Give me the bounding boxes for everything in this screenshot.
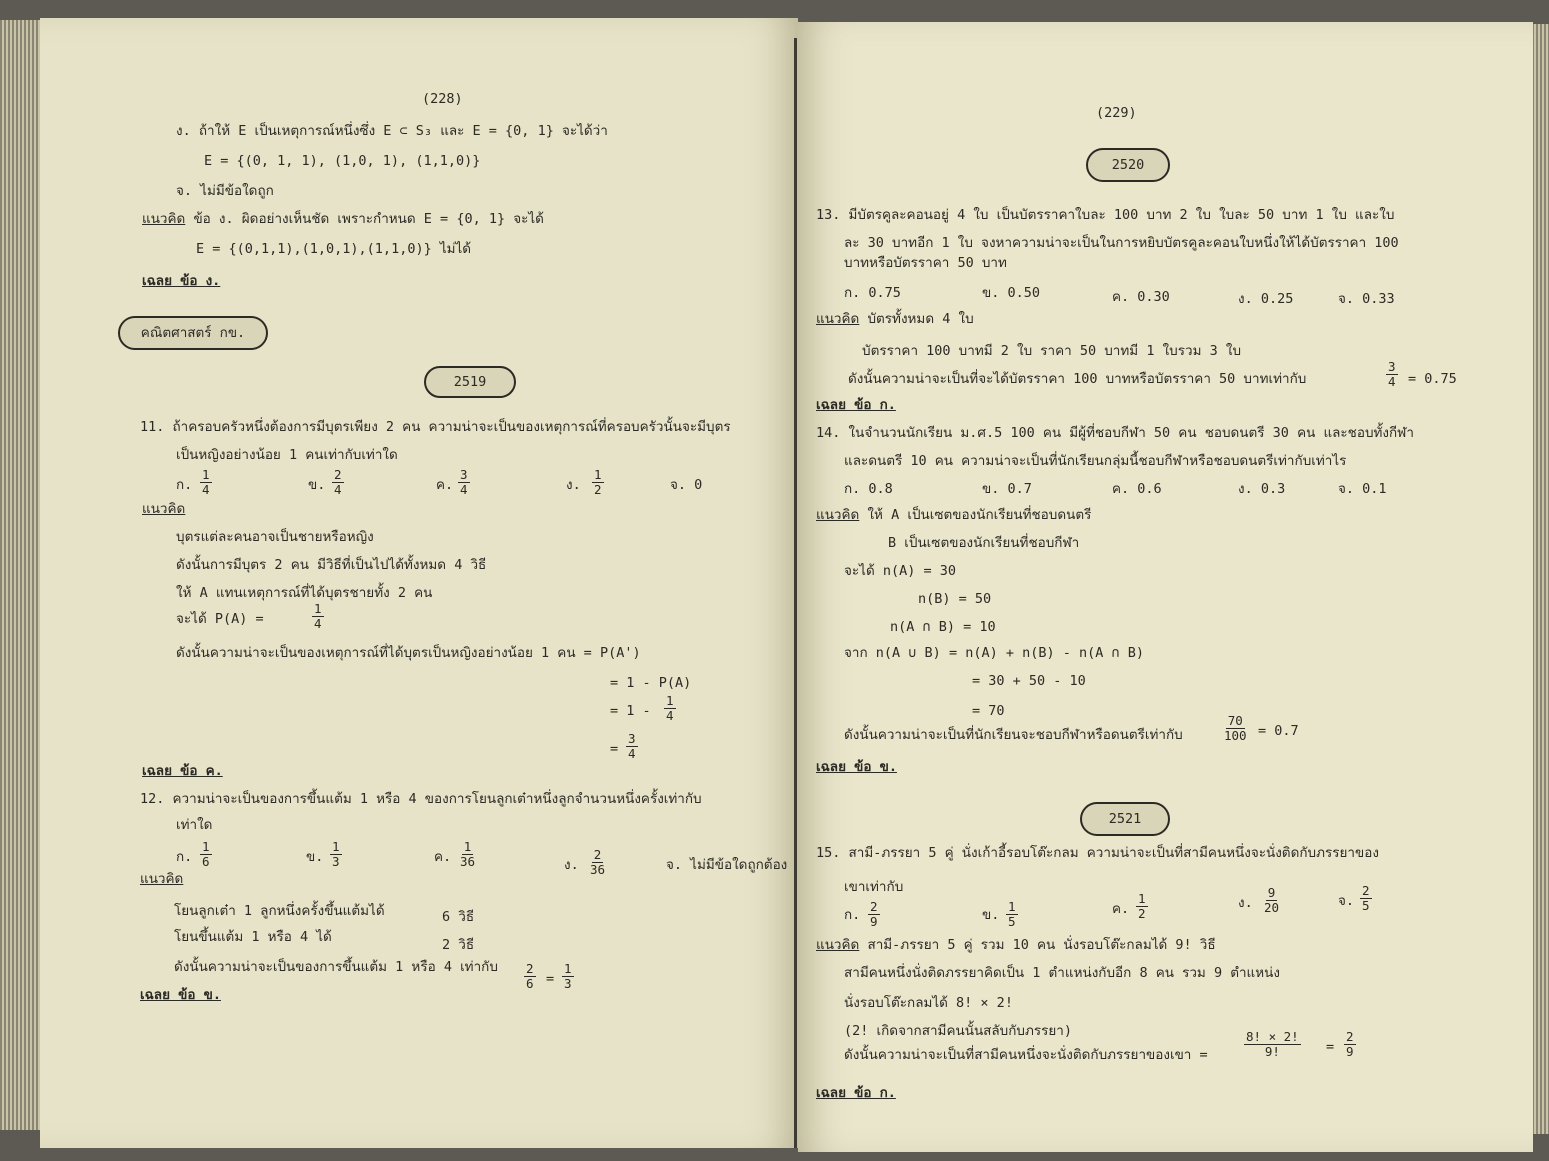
fraction [1360,884,1372,913]
solution-line: ดังนั้นความน่าจะเป็นของการขึ้นแต้ม 1 หรือ 4 เท่ากับ [174,959,498,975]
equals-sign: = [546,971,555,987]
answer-line: เฉลย ข้อ ข. [816,759,897,775]
option-label: ก. [176,477,193,493]
question-line: เขาเท่ากับ [844,879,904,895]
answer-line: เฉลย ข้อ ข. [140,987,221,1003]
text-line: จ. ไม่มีข้อใดถูก [176,183,274,199]
page-number: (228) [422,91,463,107]
denominator: 3 [564,976,572,991]
text-span: ข้อ ง. ผิดอย่างเห็นชัด เพราะกำหนด E = {0, 1} จะได้ [193,211,544,227]
question-line: เป็นหญิงอย่างน้อย 1 คนเท่ากับเท่าใด [176,447,398,463]
denominator: 4 [314,616,322,631]
page-edges-left [0,20,42,1130]
fraction [458,840,477,869]
fraction [1136,892,1148,921]
fraction [458,468,470,497]
option-label: ค. [436,477,454,493]
fraction [1222,714,1249,743]
denominator: 100 [1224,728,1247,743]
denominator: 5 [1362,898,1370,913]
solution-line: จะได้ P(A) = [176,611,264,627]
numerator: 1 [202,839,210,854]
numerator: 2 [870,899,878,914]
solution-line: n(A ∩ B) = 10 [890,619,996,635]
fraction [332,468,344,497]
solution-line: = 30 + 50 - 10 [972,673,1086,689]
option-label: ข. [982,907,1000,923]
text-line: ง. ถ้าให้ E เป็นเหตุการณ์หนึ่งซึ่ง E ⊂ S₃ และ E = {0, 1} จะได้ว่า [176,123,608,139]
fraction [200,468,212,497]
solution-label: แนวคิด [816,507,860,523]
denominator: 3 [332,854,340,869]
question-line: บาทหรือบัตรราคา 50 บาท [844,255,1007,271]
text-span: บัตรทั้งหมด 4 ใบ [867,311,974,327]
solution-line: ดังนั้นการมีบุตร 2 คน มีวิธีที่เป็นไปได้ทั้งหมด 4 วิธี [176,557,487,573]
option-label: จ. ไม่มีข้อใดถูกต้อง [666,857,788,873]
solution-line [816,936,1216,954]
solution-line: บัตรราคา 100 บาทมี 2 ใบ ราคา 50 บาทมี 1 ใบรวม 3 ใบ [862,343,1242,359]
answer-line: เฉลย ข้อ ก. [816,1085,896,1101]
option: ข. 0.7 [982,481,1032,497]
fraction [1262,886,1281,915]
numerator: 1 [1008,899,1016,914]
solution-line: โยนขึ้นแต้ม 1 หรือ 4 ได้ [174,929,332,945]
numerator: 1 [594,467,602,482]
question-line: และดนตรี 10 คน ความน่าจะเป็นที่นักเรียนกลุ่มนี้ชอบกีฬาหรือชอบดนตรีเท่ากับเท่าไร [844,453,1347,469]
question-line: 11. ถ้าครอบครัวหนึ่งต้องการมีบุตรเพียง 2 คน ความน่าจะเป็นของเหตุการณ์ที่ครอบครัวนั้นจะมีบุตร [140,419,731,435]
denominator: 9 [870,914,878,929]
question-line: 12. ความน่าจะเป็นของการขึ้นแต้ม 1 หรือ 4 ของการโยนลูกเต๋าหนึ่งลูกจำนวนหนึ่งครั้งเท่ากับ [140,791,702,807]
option: ง. 0.25 [1238,291,1294,307]
fraction [200,840,212,869]
fraction [524,962,536,991]
solution-line: บุตรแต่ละคนอาจเป็นชายหรือหญิง [176,529,374,545]
solution-line: = 1 - P(A) [610,675,692,691]
section-badge: คณิตศาสตร์ กข. [118,316,268,350]
option-label: ข. [306,849,324,865]
solution-line: โยนลูกเต๋า 1 ลูกหนึ่งครั้งขึ้นแต้มได้ [174,903,385,919]
solution-label: แนวคิด [816,937,860,953]
numerator: 2 [1346,1029,1354,1044]
numerator: 1 [463,839,472,854]
page-number: (229) [1096,105,1137,121]
option: ก. 0.75 [844,285,901,301]
fraction [868,900,880,929]
question-line: ละ 30 บาทอีก 1 ใบ จงหาความน่าจะเป็นในการหยิบบัตรคูละคอนใบหนึ่งให้ได้บัตรราคา 100 [844,235,1399,251]
numerator: 3 [460,467,468,482]
fraction [626,732,638,761]
denominator: 9! [1264,1044,1280,1059]
fraction [1344,1030,1356,1059]
solution-line [816,310,974,328]
numerator: 3 [1388,359,1396,374]
solution-line: สามีคนหนึ่งนั่งติดภรรยาคิดเป็น 1 ตำแหน่งกับอีก 8 คน รวม 9 ตำแหน่ง [844,965,1280,981]
solution-line: 2 วิธี [442,937,475,953]
denominator: 2 [1138,906,1146,921]
denominator: 36 [460,854,476,869]
numerator: 70 [1227,713,1243,728]
option-label: จ. [1338,893,1355,909]
option-label: จ. 0 [670,477,703,493]
solution-line: ดังนั้นความน่าจะเป็นที่จะได้บัตรราคา 100 บาทหรือบัตรราคา 50 บาทเท่ากับ [848,371,1307,387]
solution-label: แนวคิด [140,871,184,887]
solution-line: ให้ A แทนเหตุการณ์ที่ได้บุตรชายทั้ง 2 คน [176,585,433,601]
left-page [40,18,798,1148]
fraction [588,848,607,877]
solution-line: ดังนั้นความน่าจะเป็นที่สามีคนหนึ่งจะนั่งติดกับภรรยาของเขา = [844,1047,1208,1063]
denominator: 4 [202,482,210,497]
text-span: ให้ A เป็นเซตของนักเรียนที่ชอบดนตรี [867,507,1092,523]
fraction [312,602,324,631]
solution-label: แนวคิด [142,501,186,517]
fraction [562,962,574,991]
solution-line: จะได้ n(A) = 30 [844,563,956,579]
option-label: ค. [434,849,452,865]
fraction [1386,360,1398,389]
denominator: 5 [1008,914,1016,929]
fraction [330,840,342,869]
option: จ. 0.1 [1338,481,1387,497]
text-line: E = {(0, 1, 1), (1,0, 1), (1,1,0)} [204,153,481,169]
fraction [1006,900,1018,929]
option-label: ข. [308,477,326,493]
fraction [664,694,676,723]
solution-line: ดังนั้นความน่าจะเป็นที่นักเรียนจะชอบกีฬาหรือดนตรีเท่ากับ [844,727,1183,743]
denominator: 36 [590,862,606,877]
numerator: 2 [526,961,534,976]
option-label: ง. [1238,895,1253,911]
solution-line: = 70 [972,703,1005,719]
numerator: 2 [334,467,342,482]
option-label: ง. [566,477,581,493]
numerator: 1 [666,693,674,708]
solution-line: (2! เกิดจากสามีคนนั้นสลับกับภรรยา) [844,1023,1073,1039]
numerator: 2 [593,847,602,862]
numerator: 1 [332,839,340,854]
numerator: 1 [314,601,322,616]
solution-line: = 1 - [610,703,651,719]
denominator: 4 [460,482,468,497]
denominator: 6 [526,976,534,991]
right-page [798,22,1533,1152]
numerator: 1 [564,961,572,976]
denominator: 4 [628,746,636,761]
denominator: 2 [594,482,602,497]
solution-line: 6 วิธี [442,909,475,925]
answer-line: เฉลย ข้อ ง. [142,273,221,289]
question-line: เท่าใด [176,817,213,833]
solution-line: = 0.7 [1258,723,1299,739]
fraction [1244,1030,1301,1059]
option: จ. 0.33 [1338,291,1395,307]
numerator: 3 [628,731,636,746]
answer-line: เฉลย ข้อ ก. [816,397,896,413]
equals-sign: = [1326,1039,1335,1055]
option: ค. 0.6 [1112,481,1162,497]
year-badge: 2521 [1080,802,1170,836]
option-label: ก. [176,849,193,865]
denominator: 4 [334,482,342,497]
denominator: 4 [666,708,674,723]
answer-line: เฉลย ข้อ ค. [142,763,223,779]
solution-label: แนวคิด [816,311,860,327]
denominator: 20 [1264,900,1280,915]
text-span: สามี-ภรรยา 5 คู่ รวม 10 คน นั่งรอบโต๊ะกลมได้ 9! วิธี [867,937,1216,953]
solution-line: = 0.75 [1408,371,1457,387]
text-line [142,210,544,228]
question-line: 14. ในจำนวนนักเรียน ม.ศ.5 100 คน มีผู้ที่ชอบกีฬา 50 คน ชอบดนตรี 30 คน และชอบทั้งกีฬา [816,425,1414,441]
denominator: 6 [202,854,210,869]
denominator: 4 [1388,374,1396,389]
question-line: 15. สามี-ภรรยา 5 คู่ นั่งเก้าอี้รอบโต๊ะกลม ความน่าจะเป็นที่สามีคนหนึ่งจะนั่งติดกับภรรยาของ [816,845,1379,861]
solution-line: นั่งรอบโต๊ะกลมได้ 8! × 2! [844,995,1013,1011]
option: ง. 0.3 [1238,481,1286,497]
solution-line: = [610,741,619,757]
option: ก. 0.8 [844,481,893,497]
numerator: 9 [1267,885,1276,900]
solution-line: ดังนั้นความน่าจะเป็นของเหตุการณ์ที่ได้บุตรเป็นหญิงอย่างน้อย 1 คน = P(A') [176,645,641,661]
solution-label: แนวคิด [142,211,186,227]
question-line: 13. มีบัตรคูละคอนอยู่ 4 ใบ เป็นบัตรราคาใบละ 100 บาท 2 ใบ ใบละ 50 บาท 1 ใบ และใบ [816,207,1395,223]
numerator: 2 [1362,883,1370,898]
numerator: 8! × 2! [1246,1029,1299,1044]
option-label: ก. [844,907,861,923]
year-badge: 2520 [1086,148,1170,182]
text-line: E = {(0,1,1),(1,0,1),(1,1,0)} ไม่ได้ [196,241,472,257]
fraction [592,468,604,497]
solution-line: จาก n(A ∪ B) = n(A) + n(B) - n(A ∩ B) [844,645,1145,661]
option-label: ค. [1112,901,1130,917]
option: ค. 0.30 [1112,289,1170,305]
year-badge: 2519 [424,366,516,398]
option-label: ง. [564,857,579,873]
numerator: 1 [202,467,210,482]
option: ข. 0.50 [982,285,1040,301]
solution-line: n(B) = 50 [918,591,992,607]
solution-line [816,506,1091,524]
numerator: 1 [1138,891,1146,906]
solution-line: B เป็นเซตของนักเรียนที่ชอบกีฬา [888,535,1080,551]
denominator: 9 [1346,1044,1354,1059]
book-spine [794,38,797,1148]
